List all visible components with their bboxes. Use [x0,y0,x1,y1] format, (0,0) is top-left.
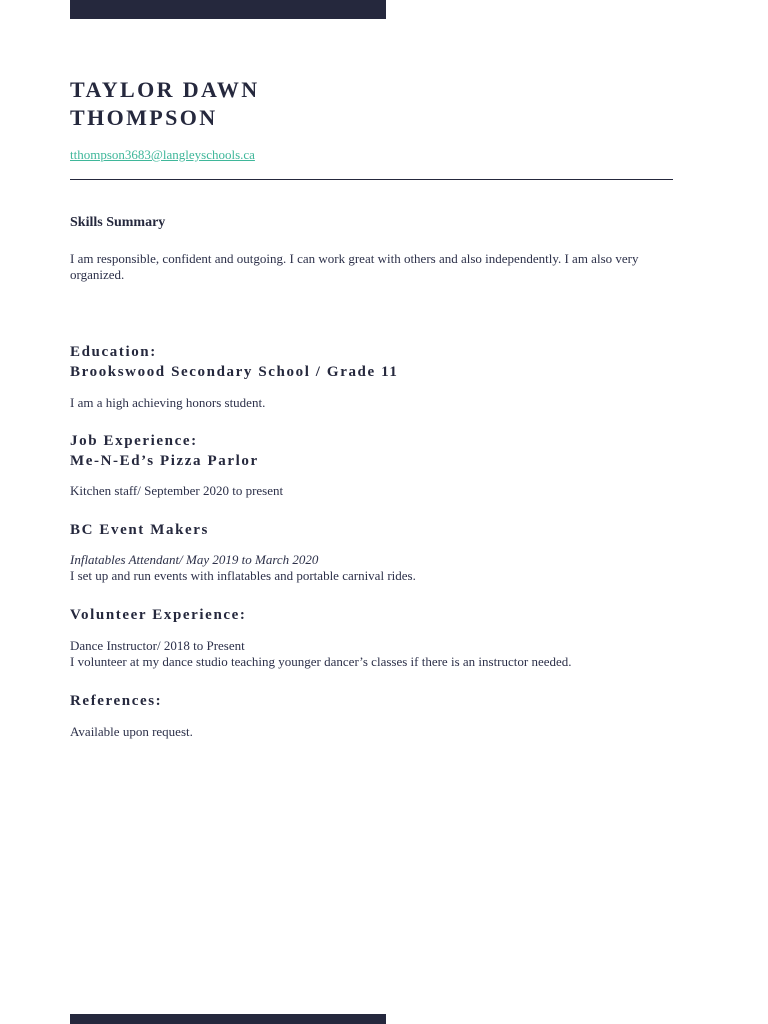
education-text: I am a high achieving honors student. [70,395,266,410]
job-employer: Me-N-Ed’s Pizza Parlor [70,453,259,469]
volunteer-details [70,638,680,670]
education-label: Education: [70,344,157,360]
bc-event-details [70,552,680,584]
bc-event-text: I set up and run events with inflatables and portable carnival rides. [70,568,416,583]
name-line-1: TAYLOR DAWN [70,77,260,102]
bc-event-heading: BC Event Makers [70,522,209,538]
job-experience-heading [70,431,259,471]
name-line-2: THOMPSON [70,105,218,130]
bc-event-role: Inflatables Attendant/ May 2019 to March 2020 [70,552,319,567]
education-school: Brookswood Secondary School / Grade 11 [70,364,399,380]
email-link[interactable]: tthompson3683@langleyschools.ca [70,147,255,162]
bottom-decorative-bar [70,1014,386,1024]
candidate-name [70,76,260,132]
volunteer-text: I volunteer at my dance studio teaching younger dancer’s classes if there is an instructor needed. [70,654,572,669]
top-decorative-bar [70,0,386,19]
volunteer-role: Dance Instructor/ 2018 to Present [70,638,245,653]
job-experience-label: Job Experience: [70,433,198,449]
references-heading: References: [70,693,163,709]
skills-summary-text: I am responsible, confident and outgoing. I can work great with others and also independently. I am also very organized. [70,251,639,282]
education-heading [70,342,398,382]
job-experience-text: Kitchen staff/ September 2020 to present [70,483,284,498]
header-divider [70,179,673,180]
volunteer-heading: Volunteer Experience: [70,607,247,623]
references-text: Available upon request. [70,724,193,739]
skills-summary-label: Skills Summary [70,215,166,230]
